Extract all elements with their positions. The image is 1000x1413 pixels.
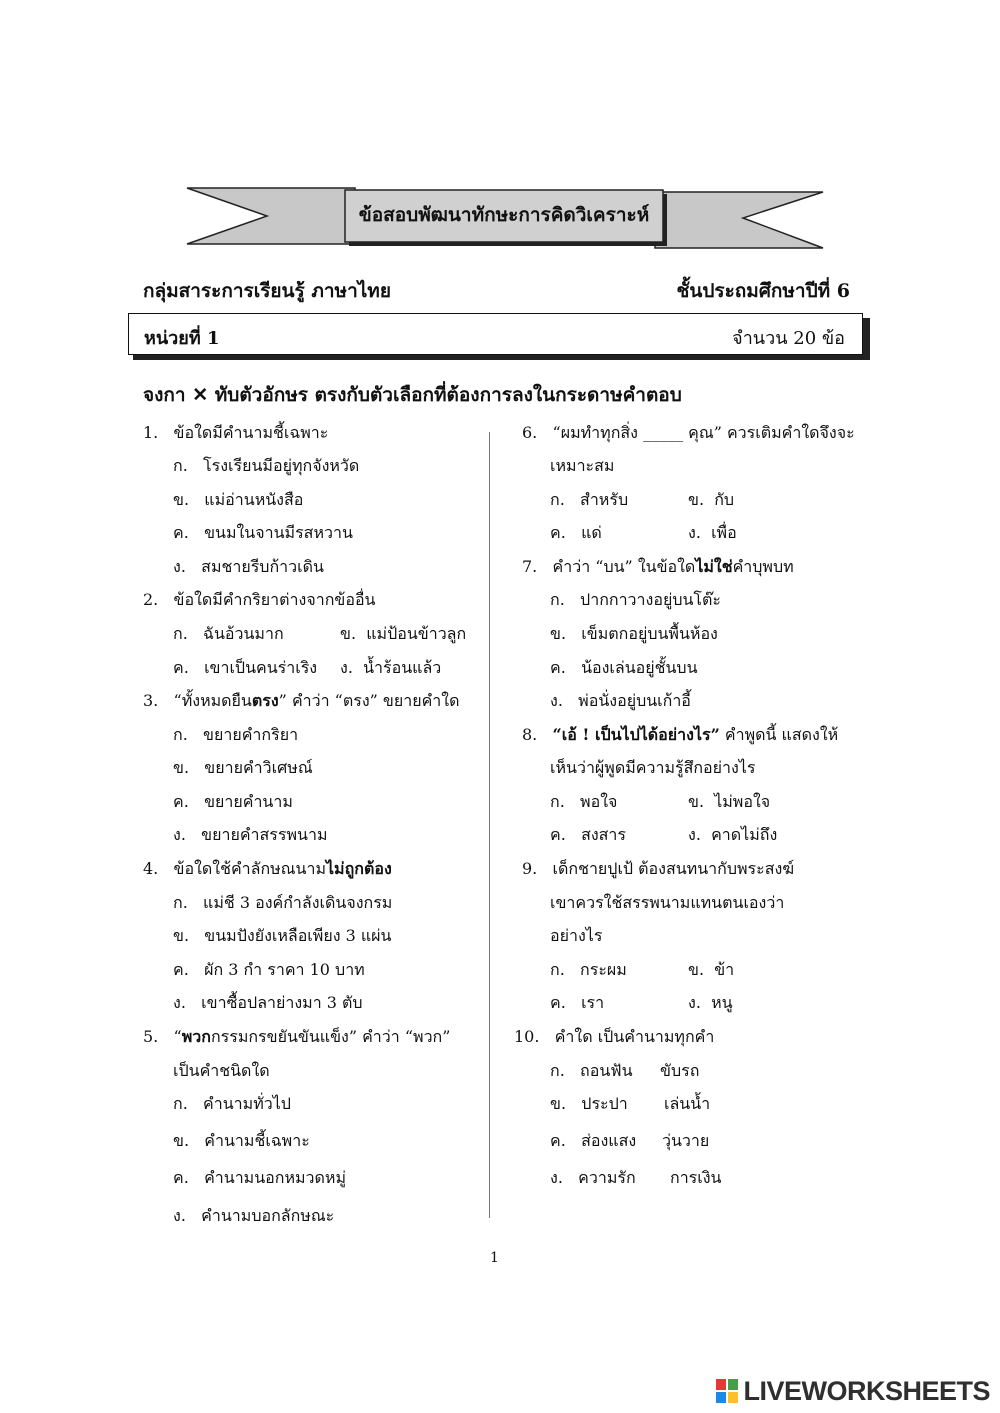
- question-number: 7.: [522, 557, 538, 576]
- question-6-option-a[interactable]: [550, 489, 628, 511]
- question-9-stem-line-3: อย่างไร: [550, 926, 603, 945]
- option-text: พ่อนั่งอยู่บนเก้าอี้: [578, 691, 691, 710]
- question-number: 10.: [514, 1027, 540, 1046]
- option-text: กับ: [714, 490, 735, 509]
- question-text-bold: พวก: [181, 1027, 211, 1046]
- question-text: “: [173, 1027, 182, 1046]
- option-key: ข.: [173, 758, 190, 777]
- question-7-option-a[interactable]: [550, 589, 721, 611]
- question-10-option-d-word-2: การเงิน: [670, 1168, 722, 1187]
- option-text: ขยายคำกริยา: [203, 725, 299, 744]
- option-key: ค.: [550, 825, 566, 844]
- option-key: ง.: [340, 658, 353, 677]
- option-key: ง.: [550, 1168, 563, 1187]
- question-3-stem: [143, 690, 459, 712]
- question-4-option-b[interactable]: [173, 925, 391, 947]
- option-text: น้ำร้อนแล้ว: [363, 658, 442, 677]
- question-number: 3.: [143, 691, 159, 710]
- option-key: ค.: [173, 792, 189, 811]
- question-4-option-c[interactable]: [173, 959, 365, 981]
- question-number: 1.: [143, 423, 159, 442]
- question-9-stem-line-2: เขาควรใช้สรรพนามแทนตนเองว่า: [550, 893, 785, 912]
- option-text: ข้า: [714, 960, 735, 979]
- question-2-option-c[interactable]: [173, 657, 317, 679]
- question-9-stem: [522, 858, 794, 880]
- question-5-option-c[interactable]: [173, 1167, 346, 1189]
- option-key: ข.: [173, 490, 190, 509]
- question-text-bold: ไม่ใช่: [695, 557, 733, 576]
- option-text: ประปา: [581, 1094, 628, 1113]
- option-text: ขยายคำวิเศษณ์: [204, 758, 313, 777]
- option-key: ข.: [340, 624, 357, 643]
- option-text: ปากกาวางอยู่บนโต๊ะ: [580, 590, 721, 609]
- question-text-bold: ไม่ถูกต้อง: [326, 859, 392, 878]
- question-6-option-d[interactable]: [688, 522, 737, 544]
- option-text: ไม่พอใจ: [714, 792, 771, 811]
- question-7-stem: [522, 556, 794, 578]
- question-7-option-d[interactable]: [550, 690, 691, 712]
- option-text: เขาเป็นคนร่าเริง: [204, 658, 318, 677]
- question-10-option-a[interactable]: [550, 1060, 633, 1082]
- question-9-option-a[interactable]: [550, 959, 627, 981]
- question-8-stem: [522, 724, 838, 746]
- option-text: ขยายคำสรรพนาม: [201, 825, 328, 844]
- question-10-option-b[interactable]: [550, 1093, 628, 1115]
- question-5-option-a[interactable]: [173, 1093, 291, 1115]
- option-key: ง.: [688, 523, 701, 542]
- option-key: ง.: [688, 825, 701, 844]
- option-text: คำนามทั่วไป: [203, 1094, 291, 1113]
- question-text: คำบุพบท: [732, 557, 794, 576]
- watermark-text: LIVEWORKSHEETS: [743, 1375, 990, 1406]
- question-text: คำพูดนี้ แสดงให้: [719, 725, 839, 744]
- option-key: ก.: [173, 725, 188, 744]
- option-text: เข็มตกอยู่บนพื้นห้อง: [581, 624, 718, 643]
- page-number: 1: [490, 1250, 499, 1266]
- instruction-text: จงกา ✕ ทับตัวอักษร ตรงกับตัวเลือกที่ต้องการลงในกระดาษคำตอบ: [143, 384, 682, 406]
- question-text: คำใด เป็นคำนามทุกคำ: [554, 1027, 715, 1046]
- option-text: กระผม: [580, 960, 627, 979]
- question-9-option-b[interactable]: [688, 959, 734, 981]
- question-text: ข้อใดมีคำกริยาต่างจากข้ออื่น: [173, 590, 376, 609]
- question-text: กรรมกรขยันขันแข็ง” คำว่า “พวก”: [210, 1027, 451, 1046]
- option-key: ก.: [550, 1061, 565, 1080]
- question-5-stem: [143, 1026, 450, 1048]
- question-9-option-c[interactable]: [550, 992, 604, 1014]
- question-text: ข้อใดใช้คำลักษณนาม: [173, 859, 326, 878]
- question-4-stem: [143, 858, 392, 880]
- question-1-option-c[interactable]: [173, 522, 353, 544]
- question-10-option-c[interactable]: [550, 1130, 636, 1152]
- question-text: “ผมทำทุกสิ่ง _____ คุณ” ควรเติมคำใดจึงจะ: [552, 423, 855, 442]
- option-text: คาดไม่ถึง: [711, 825, 778, 844]
- liveworksheets-logo-icon: [715, 1378, 739, 1404]
- question-2-stem: [143, 589, 375, 611]
- question-3-option-d[interactable]: [173, 824, 328, 846]
- option-text: ฉันอ้วนมาก: [203, 624, 284, 643]
- option-key: ข.: [688, 792, 705, 811]
- option-key: ค.: [550, 1131, 566, 1150]
- question-number: 2.: [143, 590, 159, 609]
- question-6-option-c[interactable]: [550, 522, 602, 544]
- option-key: ง.: [173, 825, 186, 844]
- option-key: ค.: [550, 993, 566, 1012]
- question-3-option-c[interactable]: [173, 791, 293, 813]
- option-key: ก.: [173, 893, 188, 912]
- option-key: ข.: [550, 1094, 567, 1113]
- option-key: ก.: [173, 1094, 188, 1113]
- question-10-option-b-word-2: เล่นน้ำ: [664, 1094, 711, 1113]
- option-key: ข.: [173, 1131, 190, 1150]
- option-text: คำนามบอกลักษณะ: [201, 1206, 335, 1225]
- question-10-option-a-word-2: ขับรถ: [660, 1061, 700, 1080]
- question-number: 8.: [522, 725, 538, 744]
- question-number: 6.: [522, 423, 538, 442]
- option-text: สำหรับ: [580, 490, 629, 509]
- unit-box: [128, 313, 863, 355]
- option-text: ขนมในจานมีรสหวาน: [204, 523, 353, 542]
- question-1-option-a[interactable]: [173, 455, 359, 477]
- option-text: สมชายรีบก้าวเดิน: [201, 557, 324, 576]
- question-8-option-b[interactable]: [688, 791, 770, 813]
- option-key: ข.: [550, 624, 567, 643]
- option-text: สงสาร: [581, 825, 626, 844]
- unit-label: หน่วยที่ 1: [144, 328, 220, 349]
- question-1-stem: [143, 422, 328, 444]
- question-number: 9.: [522, 859, 538, 878]
- question-text: ข้อใดมีคำนามชี้เฉพาะ: [173, 423, 329, 442]
- question-10-stem: [514, 1026, 714, 1048]
- question-6-stem-line-2: เหมาะสม: [550, 456, 615, 475]
- question-6-option-b[interactable]: [688, 489, 734, 511]
- option-text: หนู: [711, 993, 733, 1012]
- option-text: แด่: [581, 523, 602, 542]
- option-key: ง.: [688, 993, 701, 1012]
- question-5-option-d[interactable]: [173, 1205, 334, 1227]
- question-8-option-a[interactable]: [550, 791, 617, 813]
- option-text: คำนามนอกหมวดหมู่: [204, 1168, 347, 1187]
- column-divider: [489, 432, 490, 1218]
- question-4-option-d[interactable]: [173, 992, 363, 1014]
- question-8-option-c[interactable]: [550, 824, 626, 846]
- option-key: ก.: [173, 624, 188, 643]
- option-key: ข.: [688, 490, 705, 509]
- question-text: “ทั้งหมดยืน: [173, 691, 252, 710]
- option-text: โรงเรียนมีอยู่ทุกจังหวัด: [203, 456, 360, 475]
- question-7-option-b[interactable]: [550, 623, 718, 645]
- option-key: ค.: [550, 523, 566, 542]
- option-key: ง.: [550, 691, 563, 710]
- question-number: 5.: [143, 1027, 159, 1046]
- question-10-option-d[interactable]: [550, 1167, 636, 1189]
- option-key: ก.: [550, 960, 565, 979]
- question-8-stem-line-2: เห็นว่าผู้พูดมีความรู้สึกอย่างไร: [550, 758, 756, 777]
- question-6-stem: [522, 422, 855, 444]
- option-text: ถอนฟัน: [580, 1061, 633, 1080]
- question-2-option-b[interactable]: [340, 623, 466, 645]
- question-7-option-c[interactable]: [550, 657, 698, 679]
- option-text: เพื่อ: [711, 523, 737, 542]
- option-key: ค.: [550, 658, 566, 677]
- option-text: ผัก 3 กำ ราคา 10 บาท: [204, 960, 365, 979]
- option-text: ขยายคำนาม: [204, 792, 293, 811]
- grade-label: ชั้นประถมศึกษาปีที่ 6: [676, 280, 850, 302]
- option-key: ก.: [550, 490, 565, 509]
- option-key: ข.: [688, 960, 705, 979]
- option-text: น้องเล่นอยู่ชั้นบน: [581, 658, 698, 677]
- option-text: แม่อ่านหนังสือ: [204, 490, 304, 509]
- option-text: เรา: [581, 993, 605, 1012]
- question-5-stem-line-2: เป็นคำชนิดใด: [173, 1061, 270, 1080]
- question-5-option-b[interactable]: [173, 1130, 310, 1152]
- question-10-option-c-word-2: วุ่นวาย: [662, 1131, 710, 1150]
- option-text: ส่องแสง: [581, 1131, 637, 1150]
- option-key: ง.: [173, 1206, 186, 1225]
- option-key: ค.: [173, 523, 189, 542]
- option-key: ข.: [173, 926, 190, 945]
- option-key: ก.: [550, 792, 565, 811]
- question-9-option-d[interactable]: [688, 992, 733, 1014]
- option-key: ค.: [173, 658, 189, 677]
- option-text: พอใจ: [580, 792, 618, 811]
- option-text: เขาซื้อปลาย่างมา 3 ตับ: [201, 993, 363, 1012]
- banner-title: ข้อสอบพัฒนาทักษะการคิดวิเคราะห์: [358, 204, 650, 226]
- option-key: ง.: [173, 993, 186, 1012]
- question-number: 4.: [143, 859, 159, 878]
- question-8-option-d[interactable]: [688, 824, 777, 846]
- option-key: ก.: [550, 590, 565, 609]
- question-2-option-a[interactable]: [173, 623, 284, 645]
- liveworksheets-watermark[interactable]: [715, 1376, 990, 1406]
- option-key: ง.: [173, 557, 186, 576]
- option-text: ขนมปังยังเหลือเพียง 3 แผ่น: [204, 926, 392, 945]
- question-text-bold: “เอ้ ! เป็นไปได้อย่างไร”: [552, 725, 720, 744]
- option-text: ความรัก: [578, 1168, 636, 1187]
- question-text: ” คำว่า “ตรง” ขยายคำใด: [278, 691, 460, 710]
- question-count: จำนวน 20 ข้อ: [732, 328, 845, 349]
- option-key: ค.: [173, 960, 189, 979]
- subject-label: กลุ่มสาระการเรียนรู้ ภาษาไทย: [143, 280, 391, 302]
- question-3-option-a[interactable]: [173, 724, 298, 746]
- question-1-option-d[interactable]: [173, 556, 324, 578]
- option-key: ก.: [173, 456, 188, 475]
- option-text: แม่ป้อนข้าวลูก: [366, 624, 467, 643]
- option-text: คำนามชี้เฉพาะ: [204, 1131, 310, 1150]
- option-key: ค.: [173, 1168, 189, 1187]
- question-text-bold: ตรง: [251, 691, 279, 710]
- question-3-option-b[interactable]: [173, 757, 313, 779]
- question-text: คำว่า “บน” ในข้อใด: [552, 557, 696, 576]
- question-2-option-d[interactable]: [340, 657, 441, 679]
- question-1-option-b[interactable]: [173, 489, 303, 511]
- question-4-option-a[interactable]: [173, 892, 392, 914]
- option-text: แม่ชี 3 องค์กำลังเดินจงกรม: [203, 893, 393, 912]
- question-text: เด็กชายปูเป้ ต้องสนทนากับพระสงฆ์: [552, 859, 795, 878]
